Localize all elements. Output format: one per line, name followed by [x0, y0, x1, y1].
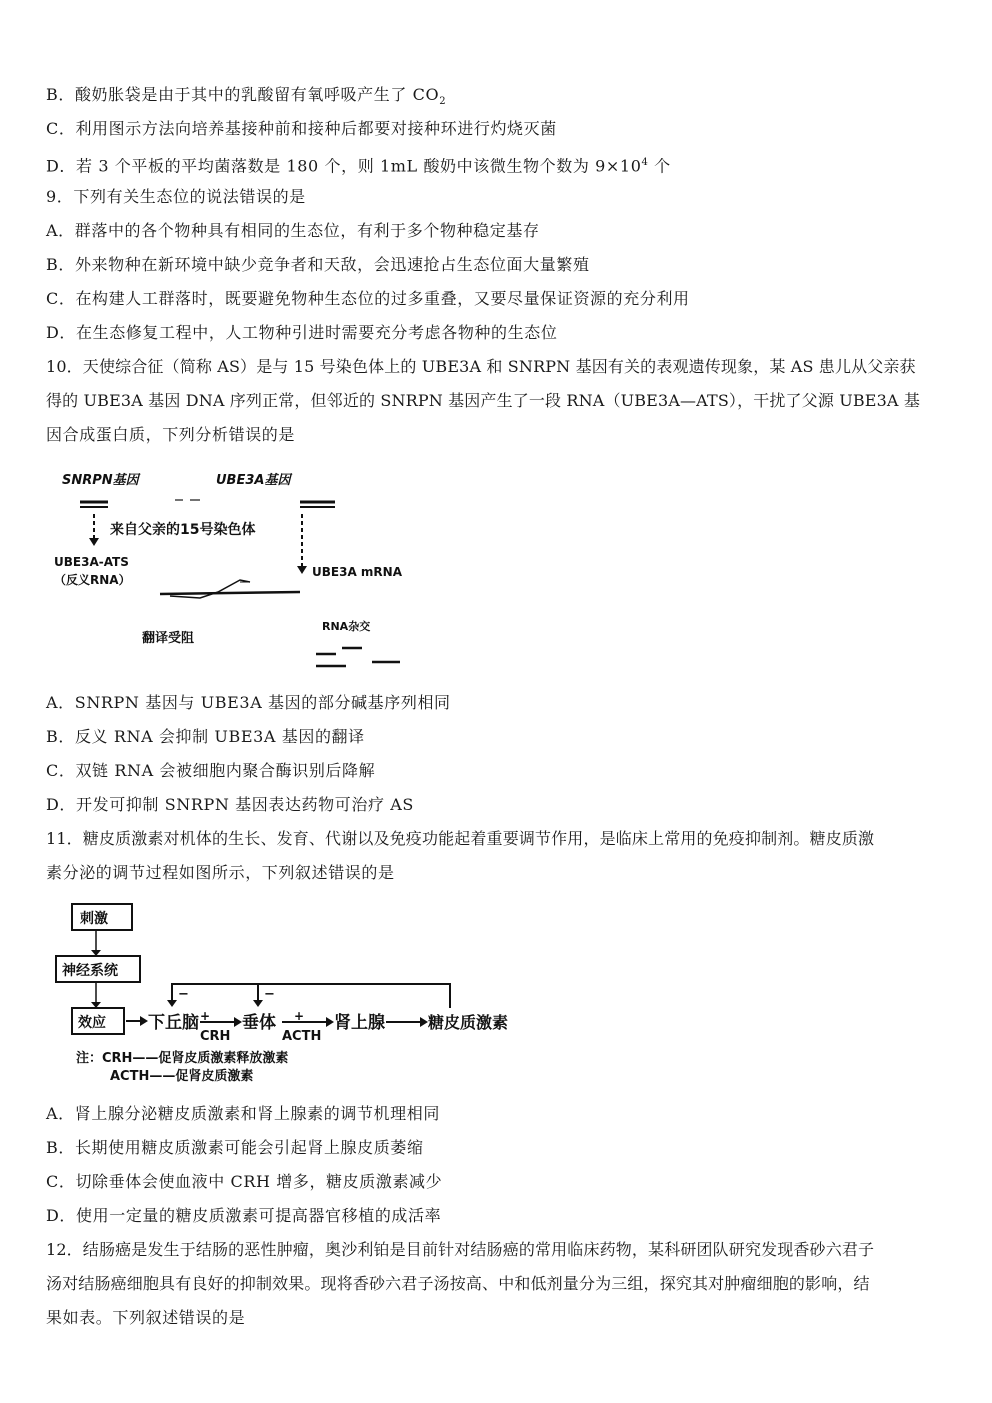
stimulus-label: 刺激 [80, 911, 108, 927]
antisense-rna-label: （反义RNA） [54, 573, 131, 587]
q8-option-d: D．若 3 个平板的平均菌落数是 180 个，则 1mL 酸奶中该微生物个数为 $9\times 10^4$ 个 [46, 156, 671, 176]
q11-option-d: D．使用一定量的糖皮质激素可提高器官移植的成活率 [46, 1206, 442, 1225]
snrpn-gene-label: SNRPN基因 [62, 473, 139, 488]
q10-option-c: C．双链 RNA 会被细胞内聚合酶识别后降解 [46, 761, 376, 780]
q11-option-c: C．切除垂体会使血液中 CRH 增多，糖皮质激素减少 [46, 1172, 443, 1191]
ube3a-gene-label: UBE3A基因 [216, 473, 291, 488]
q9-option-b: B．外来物种在新环境中缺少竞争者和天敌，会迅速抢占生态位面大量繁殖 [46, 255, 590, 274]
translation-blocked-label: 翻译受阻 [142, 631, 195, 646]
note-crh: 注：CRH——促肾皮质激素释放激素 [76, 1051, 289, 1066]
q9-option-c: C．在构建人工群落时，既要避免物种生态位的过多重叠，又要尽量保证资源的充分利用 [46, 289, 690, 308]
q8-option-b: B．酸奶胀袋是由于其中的乳酸留有氧呼吸产生了 $CO_2$ [46, 85, 447, 108]
q10-stem-line1: 10．天使综合征（简称 AS）是与 15 号染色体上的 UBE3A 和 SNRPN 基因有关的表观遗传现象，某 AS 患儿从父亲获 [46, 357, 916, 376]
q11-stem-line2: 素分泌的调节过程如图所示，下列叙述错误的是 [46, 863, 395, 882]
q12-stem-line3: 果如表。下列叙述错误的是 [46, 1308, 246, 1327]
q9-option-d: D．在生态修复工程中，人工物种引进时需要充分考虑各物种的生态位 [46, 323, 558, 342]
q11-figure [50, 898, 520, 1090]
q10-stem-line3: 因合成蛋白质，下列分析错误的是 [46, 425, 296, 444]
father-chromosome-label: 来自父亲的15号染色体 [110, 522, 256, 538]
q10-option-b: B．反义 RNA 会抑制 UBE3A 基因的翻译 [46, 727, 365, 746]
feedback-minus-pituitary: − [264, 987, 275, 1002]
effector-label: 效应 [78, 1015, 106, 1031]
hypothalamus-label: 下丘脑 [148, 1013, 199, 1033]
crh-label: CRH [200, 1029, 231, 1044]
crh-plus-sign: + [200, 1009, 211, 1023]
q11-stem-line1: 11．糖皮质激素对机体的生长、发育、代谢以及免疫功能起着重要调节作用，是临床上常用的免疫抑制剂。糖皮质激 [46, 829, 875, 848]
rna-hybrid-label: RNA杂交 [322, 620, 371, 633]
q8-option-c: C．利用图示方法向培养基接种前和接种后都要对接种环进行灼烧灭菌 [46, 119, 557, 138]
q10-option-a: A．SNRPN 基因与 UBE3A 基因的部分碱基序列相同 [46, 693, 451, 712]
nervous-system-label: 神经系统 [62, 963, 118, 979]
ube3a-ats-label: UBE3A-ATS [54, 555, 129, 569]
pituitary-label: 垂体 [242, 1013, 276, 1033]
q11-option-b: B．长期使用糖皮质激素可能会引起肾上腺皮质萎缩 [46, 1138, 424, 1157]
q9-stem: 9．下列有关生态位的说法错误的是 [46, 187, 306, 206]
q10-figure [50, 462, 420, 684]
q10-option-d: D．开发可抑制 SNRPN 基因表达药物可治疗 AS [46, 795, 414, 814]
antisense-rna-strand [170, 580, 250, 598]
q11-option-a: A．肾上腺分泌糖皮质激素和肾上腺素的调节机理相同 [46, 1104, 440, 1123]
q12-stem-line1: 12．结肠癌是发生于结肠的恶性肿瘤，奥沙利铂是目前针对结肠癌的常用临床药物，某科研团队研究发现香砂六君子 [46, 1240, 875, 1259]
ube3a-mrna-label: UBE3A mRNA [312, 565, 402, 579]
mrna-strand [160, 592, 300, 594]
q9-option-a: A．群落中的各个物种具有相同的生态位，有利于多个物种稳定基存 [46, 221, 540, 240]
q10-stem-line2: 得的 UBE3A 基因 DNA 序列正常，但邻近的 SNRPN 基因产生了一段 RNA（UBE3A—ATS），干扰了父源 UBE3A 基 [46, 391, 921, 410]
note-acth: ACTH——促肾皮质激素 [110, 1069, 254, 1084]
q12-stem-line2: 汤对结肠癌细胞具有良好的抑制效果。现将香砂六君子汤按高、中和低剂量分为三组，探究其对肿瘤细胞的影响，结 [46, 1274, 870, 1293]
acth-label: ACTH [282, 1029, 322, 1044]
adrenal-label: 肾上腺 [334, 1013, 385, 1033]
acth-plus-sign: + [294, 1009, 305, 1023]
feedback-minus-hypothalamus: − [178, 987, 189, 1002]
feedback-line-hypothalamus [172, 984, 450, 1008]
glucocorticoid-label: 糖皮质激素 [428, 1013, 509, 1032]
